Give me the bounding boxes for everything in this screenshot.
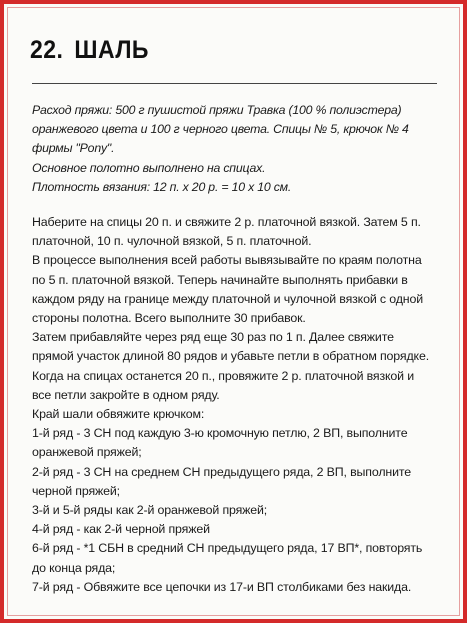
pattern-number: 22.	[30, 36, 64, 64]
text-line: Край шали обвяжите крючком:	[32, 407, 205, 422]
text-line: В процессе выполнения всей работы вывязывайте по краям полотна	[32, 253, 422, 268]
row-instruction: 7-й ряд - Обвяжите все цепочки из 17-и ВП столбиками без накида.	[32, 579, 412, 594]
materials-line: оранжевого цвета и 100 г черного цвета. Спицы № 5, крючок № 4	[32, 122, 409, 137]
materials-line: Расход пряжи: 500 г пушистой пряжи Травка (100 % полиэстера)	[32, 103, 402, 117]
row-instruction: черной пряжей;	[32, 483, 120, 498]
text-line: каждом ряду на границе между платочной и чулочной вязкой с одной	[32, 291, 423, 306]
pattern-title: ШАЛЬ	[74, 36, 149, 64]
text-line: Когда на спицах останется 20 п., провяжите 2 р. платочной вязкой и	[32, 368, 415, 383]
row-instruction: 4-й ряд - как 2-й черной пряжей	[32, 522, 210, 537]
materials-line: Основное полотно выполнено на спицах.	[32, 160, 266, 175]
row-instruction: 6-й ряд - *1 СБН в средний СН предыдущего ряда, 17 ВП*, повторять	[32, 541, 423, 556]
row-instruction: до конца ряда;	[32, 560, 116, 575]
row-instruction: 3-й и 5-й ряды как 2-й оранжевой пряжей;	[32, 503, 268, 518]
row-instruction: 1-й ряд - 3 СН под каждую 3-ю кромочную петлю, 2 ВП, выполните	[32, 426, 408, 441]
text-line: все петли закройте в одном ряду.	[32, 387, 220, 402]
row-instruction: оранжевой пряжей;	[32, 445, 142, 460]
instructions-block	[32, 213, 448, 597]
text-line: платочной, 10 п. чулочной вязкой, 5 п. платочной.	[32, 234, 312, 249]
text-line: по 5 п. платочной вязкой. Теперь начинайте выполнять прибавки в	[32, 272, 408, 287]
row-instruction: 2-й ряд - 3 СН на среднем СН предыдущего ряда, 2 ВП, выполните	[32, 464, 412, 479]
title-divider	[32, 83, 437, 84]
materials-block	[32, 101, 448, 197]
page-title	[30, 36, 149, 65]
text-line: Затем прибавляйте через ряд еще 30 раз по 1 п. Далее свяжите	[32, 330, 394, 345]
text-line: стороны полотна. Всего выполните 30 прибавок.	[32, 311, 306, 326]
text-line: Наберите на спицы 20 п. и свяжите 2 р. платочной вязкой. Затем 5 п.	[32, 215, 421, 229]
materials-line: Плотность вязания: 12 п. х 20 р. = 10 х 10 см.	[32, 179, 292, 194]
materials-line: фирмы "Pony".	[32, 141, 115, 156]
text-line: прямой участок длиной 80 рядов и убавьте петли в обратном порядке.	[32, 349, 429, 364]
